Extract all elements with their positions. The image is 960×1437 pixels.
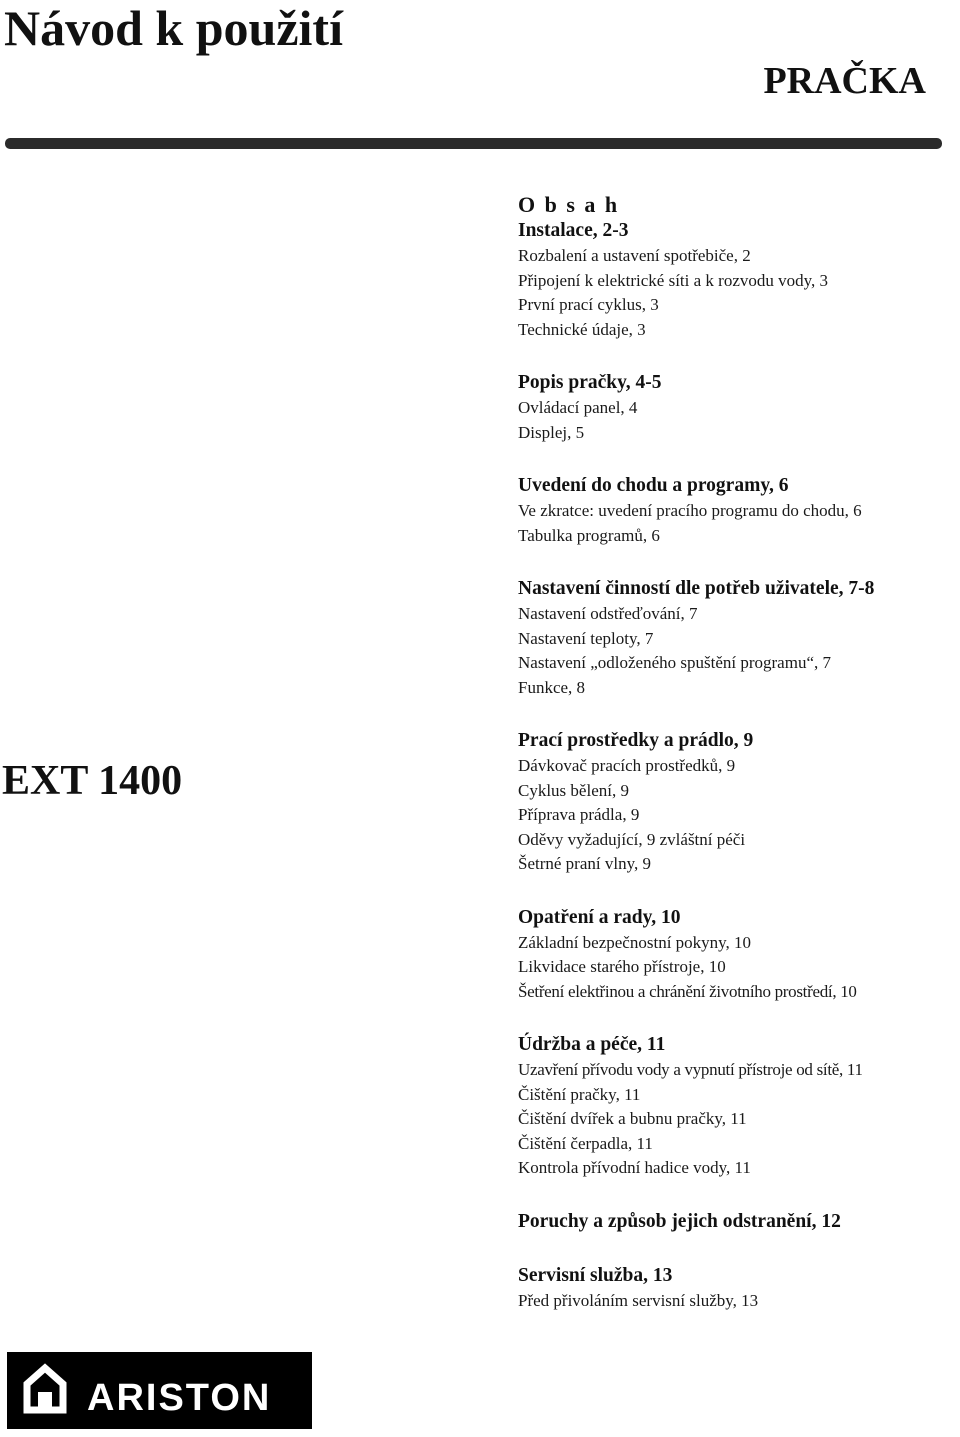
toc-item: Technické údaje, 3 <box>518 319 646 339</box>
toc-item: Funkce, 8 <box>518 677 586 697</box>
toc-item: Cyklus bělení, 9 <box>518 780 629 800</box>
toc-section-settings <box>518 576 958 700</box>
toc-item: Šetření elektřinou a chránění životního prostředí, 10 <box>518 981 857 1001</box>
toc-section-title: Popis pračky, 4-5 <box>518 372 662 393</box>
toc-item: Čištění čerpadla, 11 <box>518 1133 653 1153</box>
toc-item: Šetrné praní vlny, 9 <box>518 854 651 873</box>
toc-section-troubleshooting <box>518 1209 958 1235</box>
house-icon <box>27 1368 63 1410</box>
toc-section-start-programs <box>518 473 958 548</box>
product-title: PRAČKA <box>763 60 926 102</box>
toc-item: Ve zkratce: uvedení pracího programu do chodu, 6 <box>518 501 862 520</box>
toc-item: Čištění pračky, 11 <box>518 1084 641 1104</box>
table-of-contents <box>518 192 958 1313</box>
logo-text: ARISTON <box>87 1377 272 1419</box>
toc-section-service <box>518 1263 958 1314</box>
toc-section-detergents <box>518 728 958 877</box>
toc-item: Rozbalení a ustavení spotřebiče, 2 <box>518 246 751 265</box>
toc-section-precautions <box>518 905 958 1005</box>
toc-item: Připojení k elektrické síti a k rozvodu vody, 3 <box>518 270 829 290</box>
toc-section-title: Nastavení činností dle potřeb uživatele, 7-8 <box>518 578 875 599</box>
toc-item: Nastavení „odloženého spuštění programu“, 7 <box>518 653 831 672</box>
header-divider <box>5 138 942 149</box>
toc-section-title: Prací prostředky a prádlo, 9 <box>518 730 754 751</box>
toc-item: Oděvy vyžadující, 9 zvláštní péči <box>518 829 746 849</box>
toc-item: Před přivoláním servisní služby, 13 <box>518 1290 759 1310</box>
toc-section-title: Opatření a rady, 10 <box>518 906 681 928</box>
toc-item: Příprava prádla, 9 <box>518 805 640 824</box>
toc-section-installation <box>518 218 958 342</box>
ariston-logo-graphic <box>7 1352 312 1429</box>
toc-section-title: Uvedení do chodu a programy, 6 <box>518 475 789 496</box>
toc-item: Kontrola přívodní hadice vody, 11 <box>518 1158 751 1177</box>
toc-item: Displej, 5 <box>518 422 585 442</box>
model-number: EXT 1400 <box>2 758 183 804</box>
toc-item: Základní bezpečnostní pokyny, 10 <box>518 932 752 952</box>
toc-item: Likvidace starého přístroje, 10 <box>518 957 726 976</box>
toc-item: Nastavení odstřeďování, 7 <box>518 604 698 623</box>
toc-item: Čištění dvířek a bubnu pračky, 11 <box>518 1109 747 1128</box>
toc-item: Ovládací panel, 4 <box>518 398 638 417</box>
toc-heading: O b s a h <box>518 192 620 217</box>
toc-section-title: Údržba a péče, 11 <box>518 1034 666 1055</box>
toc-item: Tabulka programů, 6 <box>518 525 660 545</box>
toc-section-maintenance <box>518 1032 958 1181</box>
toc-item: První prací cyklus, 3 <box>518 295 659 314</box>
toc-item: Nastavení teploty, 7 <box>518 628 654 648</box>
toc-section-title: Poruchy a způsob jejich odstranění, 12 <box>518 1210 841 1232</box>
toc-item: Dávkovač pracích prostředků, 9 <box>518 756 736 775</box>
document-title: Návod k použití <box>4 0 343 56</box>
toc-item: Uzavření přívodu vody a vypnutí přístroje od sítě, 11 <box>518 1060 863 1079</box>
toc-section-title: Servisní služba, 13 <box>518 1264 673 1286</box>
toc-section-description <box>518 370 958 445</box>
toc-section-title: Instalace, 2-3 <box>518 220 629 241</box>
ariston-logo <box>7 1352 312 1429</box>
